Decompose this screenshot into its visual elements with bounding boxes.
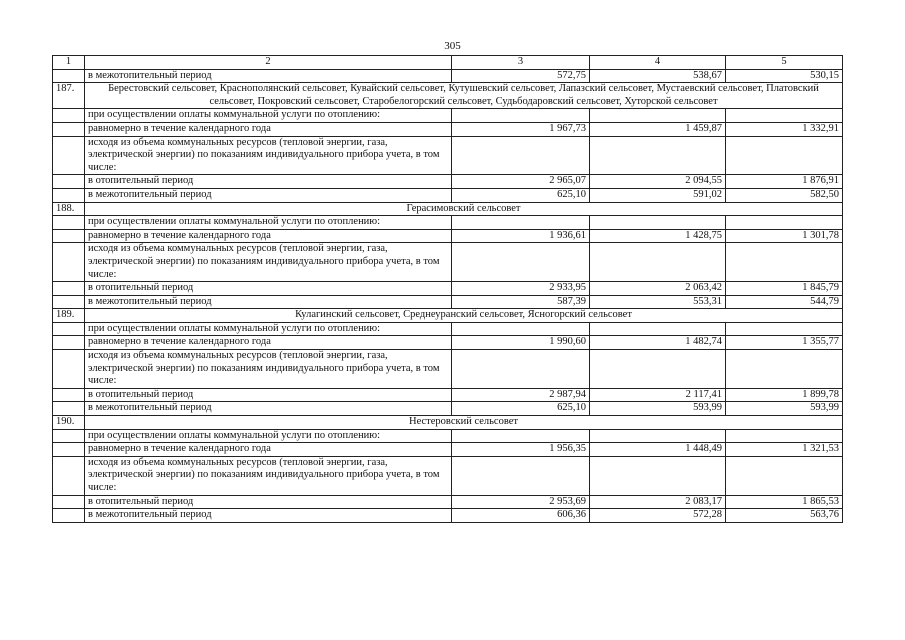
table-row [53,350,843,389]
value-cell: 2 933,95 [452,282,590,296]
header-col-4: 4 [590,56,726,70]
section-title: Герасимовский сельсовет [85,202,843,216]
value-cell: 1 448,49 [590,443,726,457]
value-cell [590,350,726,389]
value-cell: 1 876,91 [726,175,843,189]
row-label: в межотопительный период [85,69,452,83]
index-cell [53,429,85,443]
value-cell [726,136,843,175]
value-cell [452,243,590,282]
section-title-row [53,416,843,430]
table-row [53,122,843,136]
page-number: 305 [444,40,461,52]
value-cell: 2 117,41 [590,388,726,402]
table-row [53,322,843,336]
index-cell [53,122,85,136]
section-number: 190. [53,416,85,430]
value-cell: 1 459,87 [590,122,726,136]
value-cell: 2 094,55 [590,175,726,189]
row-label: равномерно в течение календарного года [85,443,452,457]
value-cell: 1 899,78 [726,388,843,402]
section-title-row [53,309,843,323]
table-row [53,216,843,230]
value-cell [590,243,726,282]
index-cell [53,188,85,202]
table-row [53,243,843,282]
table-row [53,188,843,202]
row-label: при осуществлении оплаты коммунальной услуги по отоплению: [85,429,452,443]
header-col-5: 5 [726,56,843,70]
value-cell: 625,10 [452,402,590,416]
value-cell: 2 953,69 [452,495,590,509]
row-label: в межотопительный период [85,509,452,523]
value-cell: 593,99 [726,402,843,416]
index-cell [53,282,85,296]
table-row [53,69,843,83]
value-cell: 1 967,73 [452,122,590,136]
value-cell [452,216,590,230]
section-number: 187. [53,83,85,109]
index-cell [53,388,85,402]
table-body [53,56,843,523]
row-label: исходя из объема коммунальных ресурсов (тепловой энергии, газа, электрической энергии) по показаниям индивидуального прибора учета, в том числе: [85,350,452,389]
value-cell: 1 990,60 [452,336,590,350]
header-col-3: 3 [452,56,590,70]
value-cell [452,322,590,336]
value-cell: 530,15 [726,69,843,83]
value-cell [726,109,843,123]
row-label: в отопительный период [85,495,452,509]
header-row [53,56,843,70]
value-cell: 2 965,07 [452,175,590,189]
value-cell [726,350,843,389]
value-cell: 544,79 [726,295,843,309]
table-row [53,295,843,309]
value-cell [590,429,726,443]
value-cell: 1 428,75 [590,229,726,243]
index-cell [53,509,85,523]
index-cell [53,322,85,336]
value-cell [726,429,843,443]
tariff-table [52,55,843,523]
index-cell [53,229,85,243]
index-cell [53,350,85,389]
value-cell [452,136,590,175]
row-label: при осуществлении оплаты коммунальной услуги по отоплению: [85,322,452,336]
value-cell: 538,67 [590,69,726,83]
table-row [53,229,843,243]
index-cell [53,136,85,175]
row-label: равномерно в течение календарного года [85,229,452,243]
value-cell: 1 845,79 [726,282,843,296]
value-cell: 563,76 [726,509,843,523]
table-row [53,388,843,402]
row-label: в межотопительный период [85,402,452,416]
index-cell [53,402,85,416]
index-cell [53,175,85,189]
value-cell [452,429,590,443]
section-number: 188. [53,202,85,216]
section-number: 189. [53,309,85,323]
section-title-row [53,83,843,109]
row-label: исходя из объема коммунальных ресурсов (тепловой энергии, газа, электрической энергии) по показаниям индивидуального прибора учета, в том числе: [85,243,452,282]
value-cell: 625,10 [452,188,590,202]
section-title-row [53,202,843,216]
value-cell: 582,50 [726,188,843,202]
value-cell: 591,02 [590,188,726,202]
row-label: равномерно в течение календарного года [85,336,452,350]
value-cell [452,350,590,389]
section-title: Кулагинский сельсовет, Среднеуранский сельсовет, Ясногорский сельсовет [85,309,843,323]
value-cell: 1 355,77 [726,336,843,350]
index-cell [53,443,85,457]
value-cell [590,109,726,123]
row-label: в отопительный период [85,388,452,402]
table-row [53,429,843,443]
value-cell [726,322,843,336]
value-cell: 1 301,78 [726,229,843,243]
index-cell [53,456,85,495]
row-label: при осуществлении оплаты коммунальной услуги по отоплению: [85,216,452,230]
row-label: в отопительный период [85,175,452,189]
section-title: Нестеровский сельсовет [85,416,843,430]
value-cell [726,456,843,495]
value-cell: 1 482,74 [590,336,726,350]
value-cell: 2 083,17 [590,495,726,509]
value-cell: 1 865,53 [726,495,843,509]
value-cell: 572,28 [590,509,726,523]
value-cell: 1 332,91 [726,122,843,136]
index-cell [53,495,85,509]
row-label: при осуществлении оплаты коммунальной услуги по отоплению: [85,109,452,123]
value-cell: 553,31 [590,295,726,309]
value-cell [590,216,726,230]
table-row [53,456,843,495]
table-row [53,336,843,350]
value-cell [726,216,843,230]
index-cell [53,243,85,282]
index-cell [53,295,85,309]
header-col-1: 1 [53,56,85,70]
value-cell [590,136,726,175]
index-cell [53,69,85,83]
header-col-2: 2 [85,56,452,70]
value-cell: 1 956,35 [452,443,590,457]
row-label: в межотопительный период [85,188,452,202]
table-row [53,443,843,457]
row-label: равномерно в течение календарного года [85,122,452,136]
value-cell: 593,99 [590,402,726,416]
row-label: исходя из объема коммунальных ресурсов (тепловой энергии, газа, электрической энергии) по показаниям индивидуального прибора учета, в том числе: [85,456,452,495]
row-label: в отопительный период [85,282,452,296]
value-cell [590,456,726,495]
row-label: в межотопительный период [85,295,452,309]
value-cell: 587,39 [452,295,590,309]
index-cell [53,216,85,230]
table-row [53,136,843,175]
index-cell [53,109,85,123]
value-cell: 1 321,53 [726,443,843,457]
value-cell [452,109,590,123]
row-label: исходя из объема коммунальных ресурсов (тепловой энергии, газа, электрической энергии) по показаниям индивидуального прибора учета, в том числе: [85,136,452,175]
table-row [53,509,843,523]
value-cell: 572,75 [452,69,590,83]
value-cell: 2 063,42 [590,282,726,296]
value-cell: 1 936,61 [452,229,590,243]
table-row [53,402,843,416]
table-row [53,175,843,189]
value-cell [590,322,726,336]
table-row [53,282,843,296]
value-cell: 606,36 [452,509,590,523]
value-cell [452,456,590,495]
table-row [53,109,843,123]
value-cell: 2 987,94 [452,388,590,402]
value-cell [726,243,843,282]
section-title: Берестовский сельсовет, Краснополянский сельсовет, Кувайский сельсовет, Кутушевский сельсовет, Лапазский сельсовет, Мустаевский сельсовет, Платовский сельсовет, Покровский сельсовет, Старобелогорский сельсовет, Судьбодаровский сельсовет, Хуторской сельсовет [85,83,843,109]
index-cell [53,336,85,350]
table-row [53,495,843,509]
